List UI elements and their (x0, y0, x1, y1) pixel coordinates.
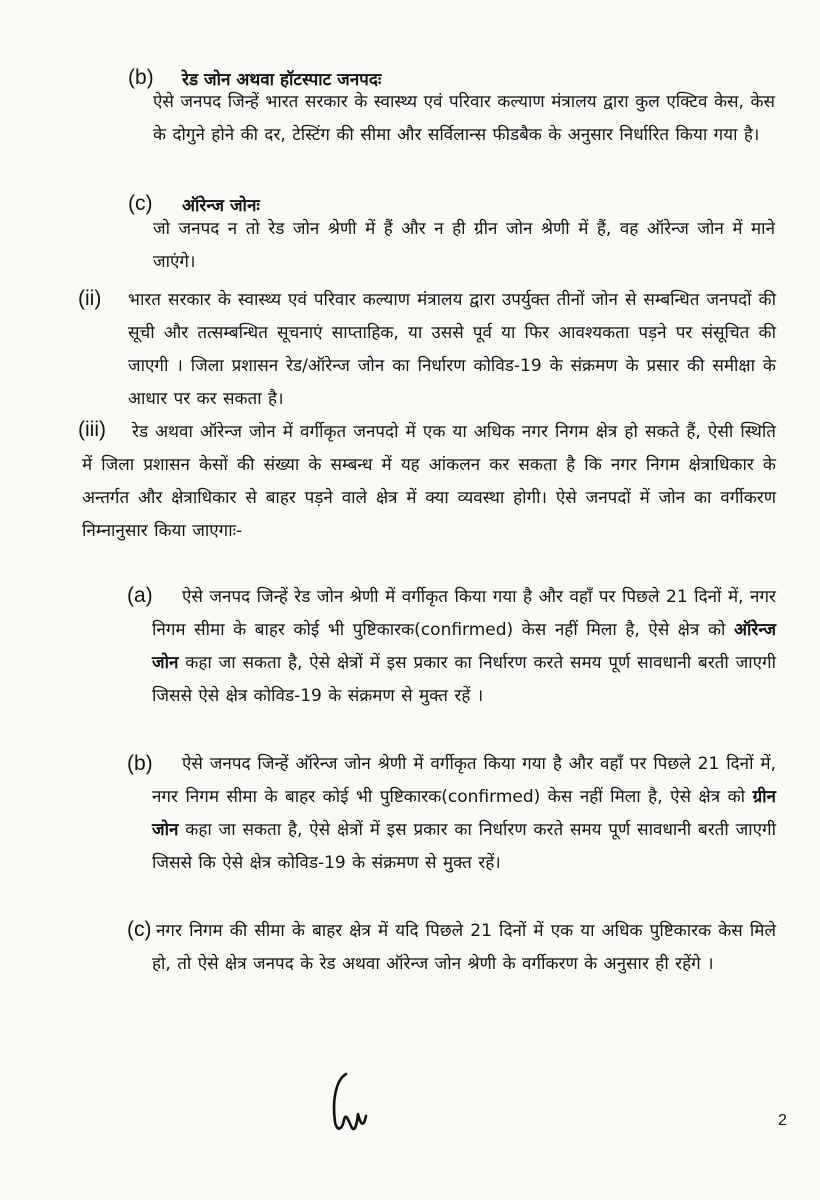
red-zone-heading: रेड जोन अथवा हॉटस्पाट जनपदः (182, 70, 382, 90)
sub-b-text (152, 748, 776, 880)
sub-a-text-after: कहा जा सकता है, ऐसे क्षेत्रों में इस प्रकार का निर्धारण करते समय पूर्ण सावधानी बरती जाएगी जिससे ऐसे क्षेत्र कोविड-19 के संक्रमण से मुक्त रहें । (152, 653, 776, 706)
page-number: 2 (778, 1112, 787, 1129)
sub-b-marker: (b) (127, 752, 153, 775)
signature (330, 1070, 370, 1136)
sub-b-text-after: कहा जा सकता है, ऐसे क्षेत्रों में इस प्रकार का निर्धारण करते समय पूर्ण सावधानी बरती जाएगी जिससे कि ऐसे क्षेत्र कोविड-19 के संक्रमण से मुक्त रहें। (152, 820, 776, 873)
red-zone-text: ऐसे जनपद जिन्हें भारत सरकार के स्वास्थ्य एवं परिवार कल्याण मंत्रालय द्वारा कुल एक्टिव केस, केस के दोगुने होने की दर, टेस्टिंग की सीमा और सर्विलान्स फीडबैक के अनुसार निर्धारित किया गया है। (153, 92, 775, 145)
sub-a-text (152, 581, 776, 713)
sub-c-marker: (c) (127, 918, 152, 941)
point-iii-marker: (iii) (78, 418, 106, 441)
point-iii-text: रेड अथवा ऑरेन्ज जोन में वर्गीकृत जनपदो में एक या अधिक नगर निगम क्षेत्र हो सकते हैं, ऐसी स्थिति में जिला प्रशासन केसों की संख्या के सम्बन्ध में यह आंकलन कर सकता है कि नगर निगम क्षेत्राधिकार के अन्तर्गत और क्षेत्राधिकार से बाहर पड़ने वाले क्षेत्र में क्या व्यवस्था होगी। ऐसे जनपदों में जोन का वर्गीकरण निम्नानुसार किया जाएगाः- (82, 422, 776, 541)
green-zone-term: ग्रीन जोन (152, 787, 776, 840)
point-ii-marker: (ii) (78, 287, 102, 310)
sub-a-text-before: ऐसे जनपद जिन्हें रेड जोन श्रेणी में वर्गीकृत किया गया है और वहाँ पर पिछले 21 दिनों में, नगर निगम सीमा के बाहर कोई भी पुष्टिकारक(confirmed) केस नहीं मिला है, ऐसे क्षेत्र को (152, 587, 776, 640)
section-b-marker: (b) (128, 66, 154, 89)
sub-b-text-before: ऐसे जनपद जिन्हें ऑरेन्ज जोन श्रेणी में वर्गीकृत किया गया है और वहाँ पर पिछले 21 दिनों में, नगर निगम सीमा के बाहर कोई भी पुष्टिकारक(confirmed) केस नहीं मिला है, ऐसे क्षेत्र को (152, 754, 776, 807)
orange-zone-text: जो जनपद न तो रेड जोन श्रेणी में हैं और न ही ग्रीन जोन श्रेणी में हैं, वह ऑरेन्ज जोन में माने जाएंगे। (153, 219, 775, 272)
sub-a-marker: (a) (127, 584, 153, 607)
section-c-marker: (c) (128, 192, 153, 215)
point-ii-text: भारत सरकार के स्वास्थ्य एवं परिवार कल्याण मंत्रालय द्वारा उपर्युक्त तीनों जोन से सम्बन्धित जनपदों की सूची और तत्सम्बन्धित सूचनाएं साप्ताहिक, या उससे पूर्व या फिर आवश्यकता पड़ने पर संसूचित की जाएगी । जिला प्रशासन रेड/ऑरेन्ज जोन का निर्धारण कोविड-19 के संक्रमण के प्रसार की समीक्षा के आधार पर कर सकता है। (128, 290, 776, 409)
sub-c-text: नगर निगम की सीमा के बाहर क्षेत्र में यदि पिछले 21 दिनों में एक या अधिक पुष्टिकारक केस मिले हो, तो ऐसे क्षेत्र जनपद के रेड अथवा ऑरेन्ज जोन श्रेणी के वर्गीकरण के अनुसार ही रहेंगे । (152, 921, 776, 974)
orange-zone-term: ऑरेन्ज जोन (152, 620, 777, 673)
orange-zone-heading: ऑरेन्ज जोनः (182, 196, 260, 216)
